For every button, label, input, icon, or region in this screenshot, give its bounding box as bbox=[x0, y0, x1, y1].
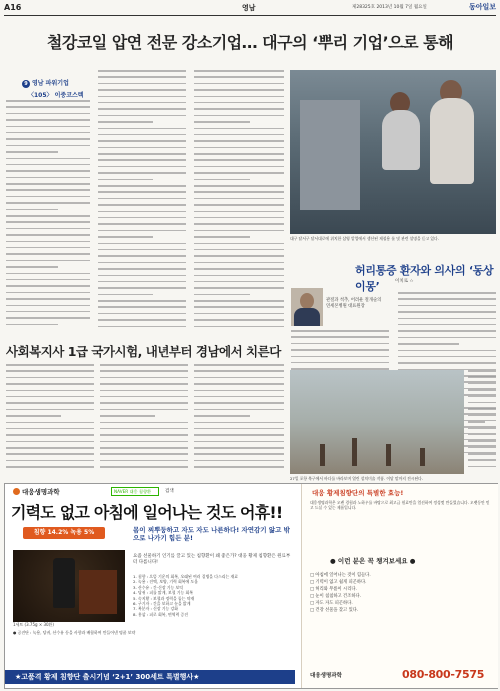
text-line bbox=[100, 390, 188, 392]
text-line bbox=[468, 370, 496, 372]
text-line bbox=[100, 409, 188, 411]
text-line bbox=[98, 134, 186, 136]
text-line bbox=[6, 466, 94, 468]
text-line bbox=[194, 128, 284, 130]
ad-phone-number[interactable]: 080-800-7575 bbox=[402, 668, 485, 681]
article2-photo-caption: 27일 포항 북구에서 바다를 바라보며 열린 설치미술 작품. 이달 말까지 전시된다. bbox=[290, 476, 424, 481]
text-line bbox=[100, 434, 188, 436]
header-rule bbox=[4, 15, 496, 16]
ad-ingredient-badge: 침향 14.2% 녹용 5% bbox=[23, 527, 105, 539]
article1-kicker-sub: 〈105〉 이중코스텍 bbox=[28, 92, 84, 99]
photo-sculpture-figure bbox=[386, 444, 391, 466]
text-line bbox=[98, 223, 186, 225]
text-line bbox=[98, 185, 186, 187]
text-line bbox=[291, 343, 389, 345]
text-line bbox=[6, 285, 90, 287]
text-line bbox=[98, 172, 186, 174]
text-line bbox=[6, 311, 90, 313]
text-line bbox=[398, 330, 496, 332]
text-line bbox=[6, 298, 90, 300]
text-line bbox=[100, 370, 188, 372]
list-item: 2. 녹용 : 진액, 보양, 기력 회복에 도움 bbox=[133, 579, 199, 585]
text-line bbox=[194, 326, 284, 328]
text-line bbox=[98, 70, 186, 72]
ad-right-text: 대웅생명과학은 오랜 경험과 노하우를 바탕으로 최고급 원료만을 엄선하여 정성껏 만들었습니다. 오랫동안 믿고 드실 수 있는 제품입니다. bbox=[310, 500, 490, 511]
text-line bbox=[194, 134, 284, 136]
text-line bbox=[98, 287, 186, 289]
text-line bbox=[6, 260, 90, 262]
text-line bbox=[98, 326, 186, 328]
text-line bbox=[6, 100, 90, 102]
text-line bbox=[100, 364, 188, 366]
article2-text-column-2 bbox=[100, 364, 188, 478]
text-line bbox=[468, 415, 496, 417]
text-line bbox=[468, 396, 496, 398]
text-line bbox=[98, 268, 186, 270]
text-line bbox=[98, 96, 186, 98]
byline-line-2: 연세본병원 대표원장 bbox=[326, 304, 365, 309]
photo-machinery bbox=[300, 100, 360, 210]
text-line bbox=[6, 170, 90, 172]
text-line bbox=[98, 294, 153, 296]
text-line bbox=[98, 76, 186, 78]
text-line bbox=[6, 126, 90, 128]
text-line bbox=[100, 441, 188, 443]
text-line bbox=[6, 317, 90, 319]
kicker-label: 영남 파워기업 bbox=[32, 80, 69, 87]
text-line bbox=[398, 343, 459, 345]
text-line bbox=[194, 364, 284, 366]
text-line bbox=[468, 440, 496, 442]
text-line bbox=[291, 362, 389, 364]
ad-ingredient-list bbox=[133, 574, 295, 617]
text-line bbox=[194, 198, 284, 200]
text-line bbox=[6, 209, 58, 211]
text-line bbox=[6, 305, 90, 307]
ad-brand-name: 대웅생명과학 bbox=[22, 488, 60, 496]
text-line bbox=[100, 460, 188, 462]
text-line bbox=[6, 234, 90, 236]
text-line bbox=[6, 177, 90, 179]
text-line bbox=[100, 447, 188, 449]
list-item: 8. 홍삼 : 피로 회복, 면역력 증진 bbox=[133, 611, 189, 617]
text-line bbox=[194, 185, 284, 187]
ad-headline: 기력도 없고 아침에 일어나는 것도 어휴!! bbox=[11, 503, 283, 522]
text-line bbox=[6, 364, 94, 366]
article1-photo-caption: 대구 달서구 달서대로에 위치한 삼영 알업에서 생산된 제철용 롤 및 관련 설명을 듣고 있다. bbox=[290, 236, 439, 241]
text-line bbox=[100, 383, 188, 385]
article1-text-column-2 bbox=[98, 70, 186, 336]
checklist-item: □ 자도 자도 피곤하다. bbox=[310, 601, 353, 606]
text-line bbox=[194, 415, 250, 417]
ad-right-panel bbox=[301, 484, 498, 688]
columnist-portrait bbox=[291, 288, 323, 326]
text-line bbox=[194, 396, 284, 398]
text-line bbox=[6, 292, 90, 294]
list-item: 7. 복분자 : 신장 기능 강화 bbox=[133, 606, 179, 612]
text-line bbox=[6, 396, 94, 398]
ad-effects-text: ● 공진단 : 녹용, 당귀, 산수유 등을 사향과 배합하여 만들어낸 명품 보약 bbox=[13, 630, 136, 635]
portrait-body bbox=[294, 308, 320, 326]
text-line bbox=[468, 383, 496, 385]
text-line bbox=[6, 119, 90, 121]
text-line bbox=[398, 362, 496, 364]
text-line bbox=[194, 166, 284, 168]
text-line bbox=[468, 459, 496, 461]
ad-contact bbox=[306, 666, 496, 686]
article1-photo bbox=[290, 70, 496, 234]
text-line bbox=[6, 370, 94, 372]
text-line bbox=[100, 428, 188, 430]
ad-mid-title: 몸이 찌뿌둥하고 자도 자도 나른하다! 자연감기 앓고 밖으로 나가기 힘든 분! bbox=[133, 526, 290, 542]
photo-sculpture-figure bbox=[320, 444, 325, 466]
byline-line-1: 관절과 척추, 어려운 절개술의 bbox=[326, 298, 382, 303]
text-line bbox=[468, 428, 496, 430]
text-line bbox=[194, 441, 284, 443]
article2-photo bbox=[290, 370, 464, 474]
ad-checklist bbox=[310, 572, 492, 614]
text-line bbox=[194, 159, 284, 161]
ad-product-caption: 1세트 (3.75g × 30환) bbox=[13, 622, 54, 627]
checklist-item: □ 아침에 일어나는 것이 힘들다. bbox=[310, 573, 371, 578]
text-line bbox=[98, 198, 186, 200]
sidebar-column-title: 허리통증 환자와 의사의 ‘동상이몽’ bbox=[355, 264, 494, 293]
text-line bbox=[6, 447, 94, 449]
columnist-byline bbox=[326, 298, 381, 310]
text-line bbox=[194, 211, 284, 213]
list-item: 3. 산수유 : 간·신장 기능 보익 bbox=[133, 584, 184, 590]
text-line bbox=[6, 164, 90, 166]
text-line bbox=[398, 305, 496, 307]
text-line bbox=[6, 113, 90, 115]
text-line bbox=[6, 132, 90, 134]
text-line bbox=[98, 159, 186, 161]
text-line bbox=[98, 115, 186, 117]
text-line bbox=[98, 217, 186, 219]
page-header bbox=[0, 0, 500, 16]
text-line bbox=[6, 383, 94, 385]
list-item: 1. 침향 : 으뜸 기운의 회복, 오래된 여러 질병을 다스리는 재료 bbox=[133, 574, 239, 579]
article1-text-column-3 bbox=[194, 70, 284, 336]
text-line bbox=[194, 147, 284, 149]
photo-sculpture-figure bbox=[420, 448, 425, 466]
text-line bbox=[6, 221, 90, 223]
article2-text-column-4 bbox=[468, 370, 496, 474]
text-line bbox=[398, 318, 496, 320]
text-line bbox=[6, 402, 94, 404]
text-line bbox=[194, 115, 284, 117]
text-line bbox=[194, 230, 284, 232]
text-line bbox=[98, 166, 186, 168]
ad-top-strip bbox=[5, 484, 295, 498]
text-line bbox=[6, 151, 58, 153]
text-line bbox=[468, 466, 496, 468]
text-line bbox=[398, 350, 496, 352]
text-line bbox=[98, 230, 186, 232]
text-line bbox=[194, 108, 284, 110]
text-line bbox=[194, 460, 284, 462]
text-line bbox=[194, 121, 250, 123]
text-line bbox=[98, 211, 186, 213]
text-line bbox=[468, 408, 496, 410]
text-line bbox=[6, 106, 90, 108]
text-line bbox=[98, 319, 186, 321]
text-line bbox=[194, 191, 284, 193]
text-line bbox=[100, 377, 188, 379]
text-line bbox=[291, 336, 389, 338]
text-line bbox=[98, 128, 186, 130]
text-line bbox=[6, 266, 58, 268]
checklist-item: □ 기력이 없고 쉽게 피곤하다. bbox=[310, 580, 367, 585]
text-line bbox=[6, 183, 90, 185]
text-line bbox=[194, 306, 284, 308]
text-line bbox=[194, 140, 284, 142]
text-line bbox=[194, 390, 284, 392]
article1-headline: 철강코일 압연 전문 강소기업… 대구의 ‘뿌리 기업’으로 통해 bbox=[46, 33, 454, 52]
article2-headline: 사회복지사 1급 국가시험, 내년부터 경남에서 치른다 bbox=[6, 344, 281, 359]
text-line bbox=[98, 255, 186, 257]
text-line bbox=[100, 396, 188, 398]
text-line bbox=[98, 249, 186, 251]
ad-search-box: NAVER 대웅 침향환 bbox=[111, 487, 159, 496]
text-line bbox=[194, 370, 284, 372]
ad-mid-subtitle: 요즘 선물하기 인기를 끌고 있는 침향환이 왜 좋은가? 대웅 황제 침향환은 원료부터 다릅니다! bbox=[133, 554, 291, 565]
photo-sculpture-figure bbox=[352, 438, 357, 466]
list-item: 4. 당귀 : 피를 맑게, 보혈 기능 회복 bbox=[133, 590, 194, 596]
text-line bbox=[398, 311, 496, 313]
text-line bbox=[194, 377, 284, 379]
page-number: A16 bbox=[4, 3, 22, 12]
text-line bbox=[194, 383, 284, 385]
text-line bbox=[98, 300, 186, 302]
text-line bbox=[468, 434, 496, 436]
text-line bbox=[98, 140, 186, 142]
text-line bbox=[98, 147, 186, 149]
text-line bbox=[6, 390, 94, 392]
text-line bbox=[98, 262, 186, 264]
portrait-face bbox=[300, 293, 314, 309]
text-line bbox=[194, 281, 284, 283]
text-line bbox=[398, 356, 496, 358]
text-line bbox=[100, 422, 188, 424]
text-line bbox=[6, 158, 90, 160]
text-line bbox=[194, 83, 284, 85]
article2-text-column-1 bbox=[6, 364, 94, 478]
text-line bbox=[98, 121, 153, 123]
text-line bbox=[6, 453, 94, 455]
text-line bbox=[6, 145, 90, 147]
ad-search-label: 검색 bbox=[165, 489, 174, 494]
text-line bbox=[6, 215, 90, 217]
text-line bbox=[194, 300, 284, 302]
text-line bbox=[194, 96, 284, 98]
text-line bbox=[194, 275, 284, 277]
text-line bbox=[398, 298, 496, 300]
product-bottle bbox=[53, 558, 75, 608]
text-line bbox=[194, 76, 284, 78]
text-line bbox=[6, 409, 94, 411]
text-line bbox=[194, 70, 284, 72]
photo-person bbox=[430, 98, 474, 184]
text-line bbox=[194, 204, 284, 206]
ad-product-image bbox=[13, 550, 125, 622]
text-line bbox=[194, 466, 284, 468]
advertisement bbox=[4, 483, 498, 689]
text-line bbox=[468, 453, 496, 455]
text-line bbox=[194, 453, 284, 455]
text-line bbox=[100, 415, 155, 417]
text-line bbox=[398, 324, 496, 326]
text-line bbox=[6, 228, 90, 230]
list-item: 5. 숙지황 : 보혈과 정력을 돕는 약재 bbox=[133, 595, 195, 601]
ad-right-title: 대웅 황제침향단의 특별한 효능! bbox=[312, 489, 404, 497]
text-line bbox=[194, 287, 284, 289]
text-line bbox=[6, 460, 94, 462]
text-line bbox=[194, 434, 284, 436]
brand-mark-icon bbox=[13, 488, 20, 495]
text-line bbox=[98, 281, 186, 283]
text-line bbox=[194, 313, 284, 315]
checklist-item: □ 건강 선물을 찾고 있다. bbox=[310, 608, 359, 613]
text-line bbox=[98, 236, 153, 238]
kicker-number-badge: 9 bbox=[22, 80, 30, 88]
text-line bbox=[98, 204, 186, 206]
text-line bbox=[98, 313, 186, 315]
sidebar-column-subtitle: 이치로 ☆ bbox=[395, 279, 414, 284]
text-line bbox=[194, 236, 250, 238]
ad-promo-bar: ★고품격 황제 침향단 출시기념 ‘2+1’ 300세트 특별행사★ bbox=[5, 670, 295, 684]
text-line bbox=[194, 402, 284, 404]
text-line bbox=[98, 191, 186, 193]
text-line bbox=[194, 153, 284, 155]
text-line bbox=[194, 102, 284, 104]
text-line bbox=[194, 319, 284, 321]
checklist-item: □ 허리와 무릎이 시리다. bbox=[310, 587, 357, 592]
text-line bbox=[194, 428, 284, 430]
text-line bbox=[291, 356, 389, 358]
text-line bbox=[98, 306, 186, 308]
text-line bbox=[194, 243, 284, 245]
photo-person bbox=[382, 110, 420, 170]
text-line bbox=[468, 421, 485, 423]
text-line bbox=[6, 279, 90, 281]
text-line bbox=[194, 262, 284, 264]
text-line bbox=[194, 294, 250, 296]
text-line bbox=[6, 434, 94, 436]
text-line bbox=[194, 447, 284, 449]
text-line bbox=[398, 292, 496, 294]
text-line bbox=[6, 377, 94, 379]
section-title: 영남 bbox=[242, 4, 256, 12]
text-line bbox=[194, 255, 284, 257]
text-line bbox=[468, 376, 496, 378]
text-line bbox=[468, 389, 496, 391]
text-line bbox=[98, 243, 186, 245]
text-line bbox=[6, 196, 90, 198]
text-line bbox=[98, 83, 186, 85]
text-line bbox=[98, 153, 186, 155]
text-line bbox=[194, 89, 284, 91]
text-line bbox=[6, 202, 90, 204]
text-line bbox=[398, 337, 496, 339]
text-line bbox=[98, 102, 186, 104]
text-line bbox=[100, 402, 188, 404]
text-line bbox=[100, 466, 188, 468]
text-line bbox=[194, 268, 284, 270]
text-line bbox=[98, 108, 186, 110]
text-line bbox=[6, 138, 90, 140]
text-line bbox=[291, 349, 389, 351]
ad-brand-logo bbox=[13, 487, 60, 496]
text-line bbox=[6, 189, 90, 191]
text-line bbox=[6, 324, 58, 326]
text-line bbox=[194, 409, 284, 411]
text-line bbox=[6, 428, 94, 430]
article1-kicker bbox=[22, 78, 69, 88]
text-line bbox=[194, 172, 284, 174]
text-line bbox=[468, 447, 496, 449]
text-line bbox=[6, 273, 90, 275]
list-item: 6. 구기자 : 간을 보하고 눈을 밝게 bbox=[133, 601, 191, 607]
text-line bbox=[98, 89, 186, 91]
ad-contact-brand: 대웅생명과학 bbox=[310, 673, 342, 679]
issue-meta: 제28325호 2013년 10월 7일 월요일 bbox=[352, 5, 427, 10]
text-line bbox=[194, 249, 284, 251]
newspaper-brand: 동아일보 bbox=[468, 3, 496, 11]
text-line bbox=[6, 247, 90, 249]
text-line bbox=[291, 330, 389, 332]
text-line bbox=[98, 275, 186, 277]
ad-checklist-title: ● 이런 분은 꼭 챙겨보세요 ● bbox=[330, 557, 416, 565]
article2-text-column-3 bbox=[194, 364, 284, 478]
text-line bbox=[194, 223, 284, 225]
text-line bbox=[194, 422, 284, 424]
text-line bbox=[6, 253, 90, 255]
product-box bbox=[79, 570, 117, 614]
text-line bbox=[194, 179, 250, 181]
article1-text-column-1 bbox=[6, 100, 90, 336]
text-line bbox=[6, 422, 94, 424]
text-line bbox=[6, 415, 61, 417]
text-line bbox=[100, 453, 188, 455]
text-line bbox=[98, 179, 153, 181]
text-line bbox=[468, 402, 496, 404]
text-line bbox=[6, 441, 94, 443]
text-line bbox=[6, 241, 90, 243]
checklist-item: □ 눈이 침침하고 건조하다. bbox=[310, 594, 362, 599]
text-line bbox=[194, 217, 284, 219]
